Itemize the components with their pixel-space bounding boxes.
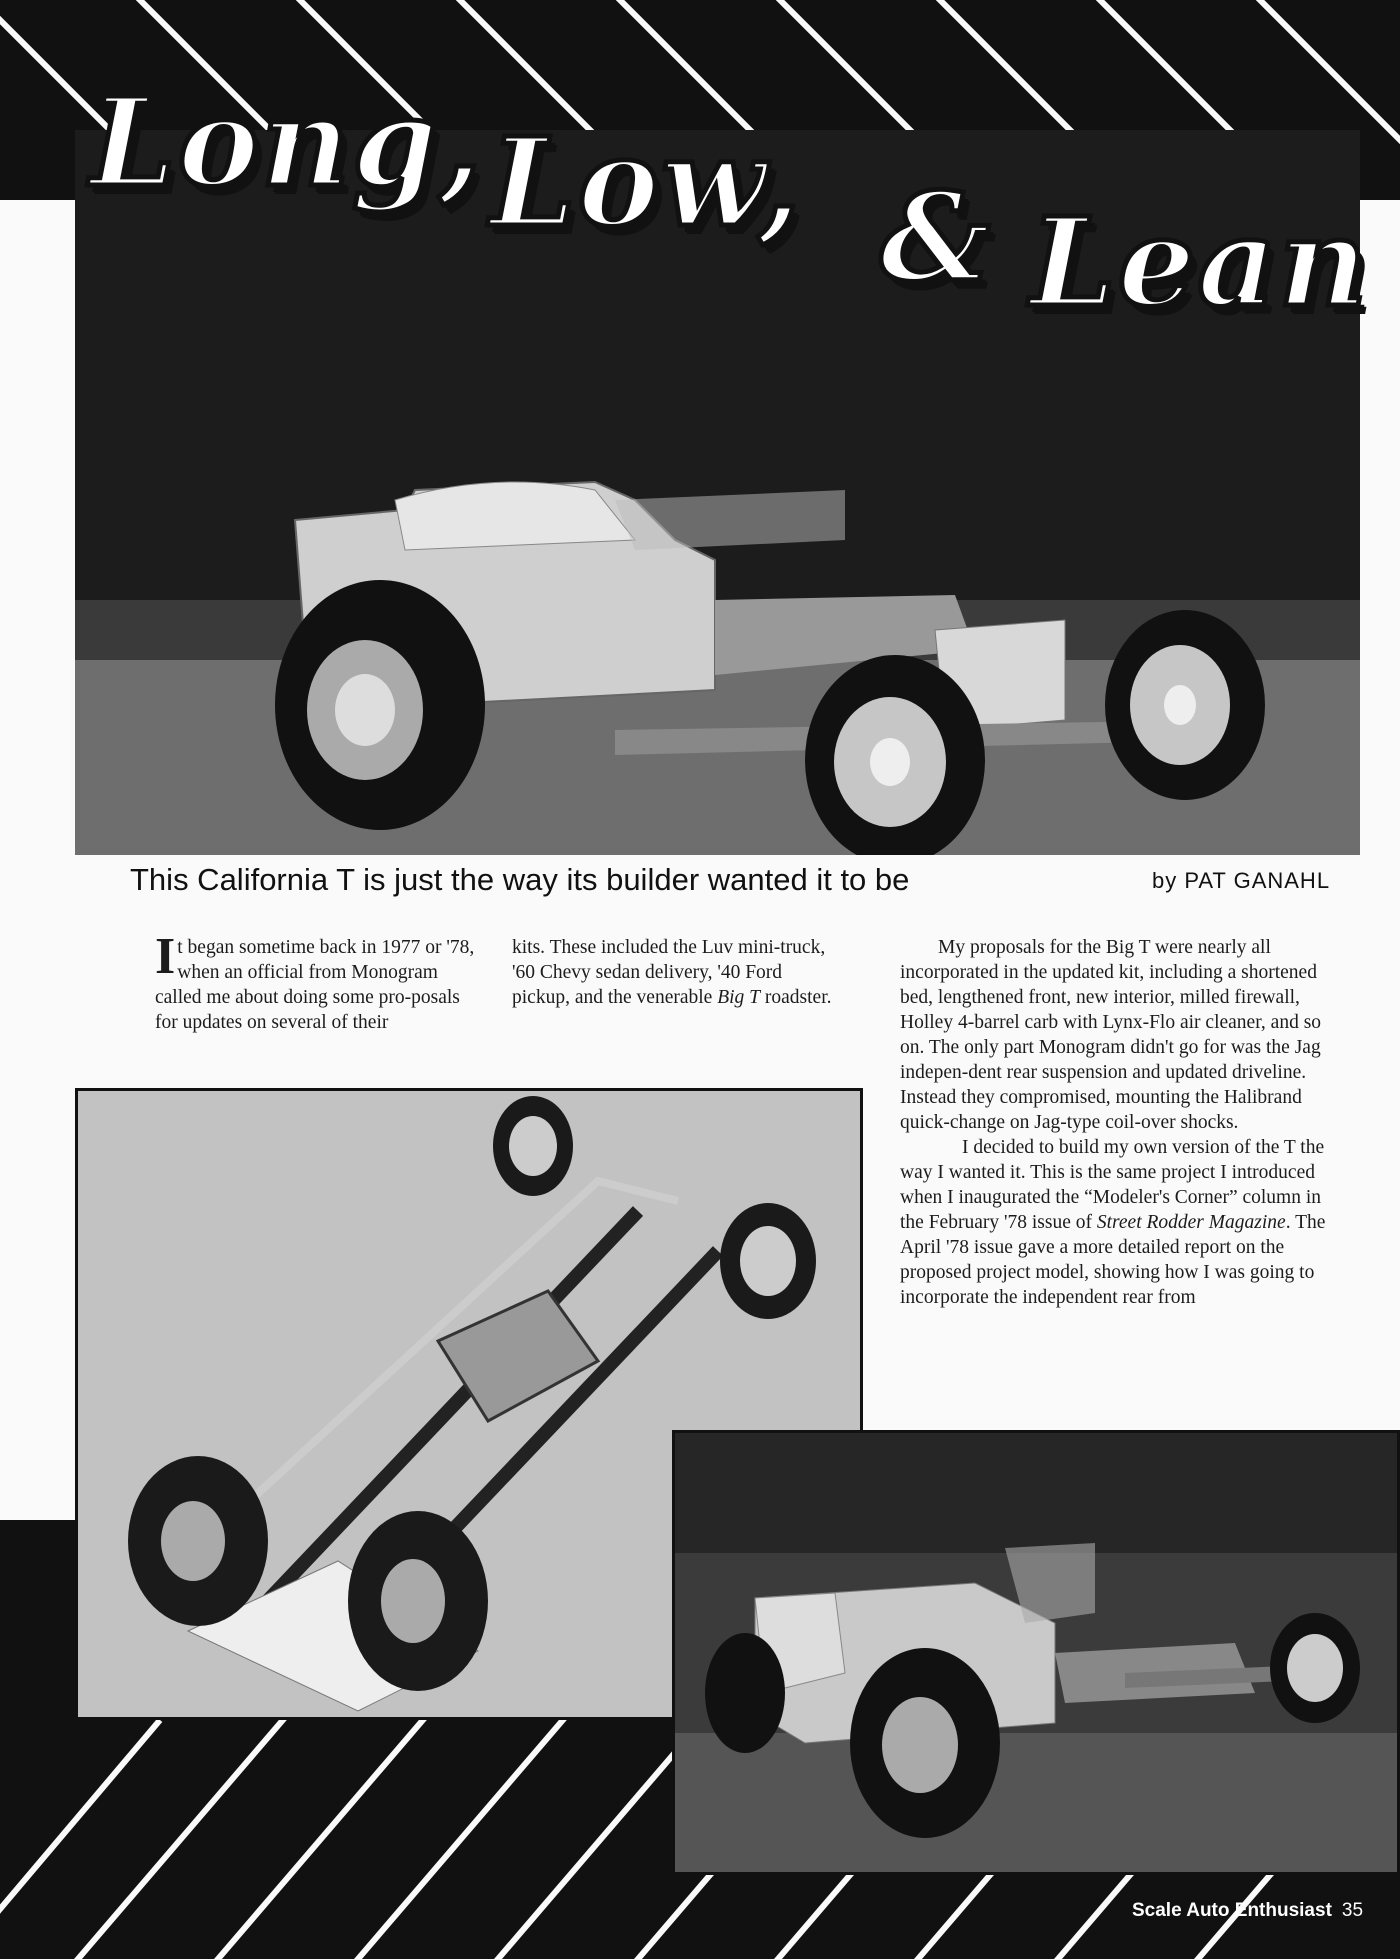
article-title bbox=[90, 70, 1390, 400]
title-word-low: Low, bbox=[490, 110, 803, 254]
magazine-name-italic: Street Rodder Magazine bbox=[1096, 1212, 1286, 1233]
column-2-text: kits. These included the Luv mini-truck, '60 Chevy sedan delivery, '40 Ford pickup, and the venerable bbox=[512, 937, 826, 1008]
column-3-paragraph-2: I decided to build my own version of the T the way I wanted it. This is the same project I introduced when I inaugurated the “Modeler's Corner” column in the February '78 issue of Street Rodder Magazine. The April '78 issue gave a more detailed report on the proposed project model, showing how I was going to incorporate the independent rear from bbox=[900, 1137, 1326, 1308]
text-column-2 bbox=[512, 935, 832, 1010]
column-3-paragraph-1: My proposals for the Big T were nearly all incorporated in the updated kit, including a shortened bed, lengthened front, new interior, milled firewall, Holley 4-barrel carb with Lynx-Flo air cleaner, and so on. The only part Monogram didn't go for was the Jag indepen-dent rear suspension and updated driveline. Instead they compromised, mounting the Halibrand quick-change on Jag-type coil-over shocks. bbox=[900, 937, 1322, 1133]
text-column-1 bbox=[155, 928, 475, 1035]
column-2-italic: Big T bbox=[717, 987, 761, 1008]
title-word-lean: Lean bbox=[1030, 190, 1370, 334]
drop-cap: I bbox=[155, 928, 176, 985]
title-word-long: Long, bbox=[90, 70, 484, 214]
rear-view-photo bbox=[672, 1430, 1400, 1875]
footer-magazine-name: Scale Auto Enthusiast bbox=[1132, 1900, 1332, 1921]
byline: by PAT GANAHL bbox=[1152, 868, 1331, 893]
page-footer bbox=[1132, 1900, 1363, 1922]
subtitle: This California T is just the way its builder wanted it to be bbox=[130, 862, 910, 897]
text-column-3 bbox=[900, 935, 1335, 1310]
column-2-after: roadster. bbox=[760, 987, 832, 1008]
page-number: 35 bbox=[1341, 1900, 1364, 1921]
title-word-and: & bbox=[880, 165, 993, 309]
column-1-text: t began sometime back in 1977 or '78, when an official from Monogram called me about doing some pro-posals for updates on several of their bbox=[155, 937, 475, 1033]
